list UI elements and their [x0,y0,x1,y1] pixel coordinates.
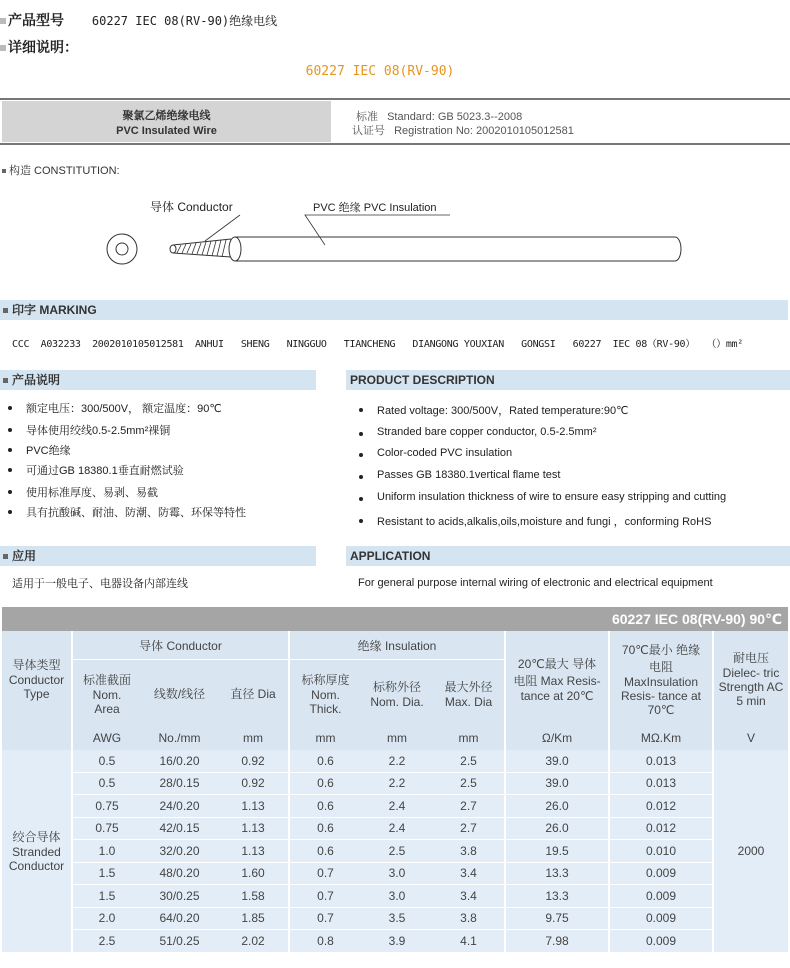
banner-name-en: PVC Insulated Wire [116,125,217,137]
table-cell: 0.75 [72,817,141,840]
table-cell: 1.13 [218,795,289,818]
table-cell: 3.4 [433,862,505,885]
table-cell: 3.8 [433,840,505,863]
table-cell: 30/0.25 [141,885,218,908]
header-nom-area: 标准截面 Nom. Area [72,660,141,727]
spec-table [2,607,788,953]
application-text-cn: 适用于一般电子、电器设备内部连线 [12,578,188,590]
table-cell: 2.7 [433,817,505,840]
description-list-cn [0,400,330,524]
list-item: Resistant to acids,alkalis,oils,moisture and fungi ，conforming RoHS [351,513,781,535]
list-item: Color-coded PVC insulation [351,447,781,469]
table-cell: 2.7 [433,795,505,818]
type-cell: 绞合导体 Stranded Conductor [2,750,72,952]
table-cell: 0.6 [289,817,361,840]
unit-cell: mm [218,726,289,750]
application-bar-en: APPLICATION [346,546,790,566]
model-label: 产品型号 [8,12,64,28]
list-item: Uniform insulation thickness of wire to ensure easy stripping and cutting [351,491,781,513]
square-icon [3,554,8,559]
table-cell: 13.3 [505,885,609,908]
table-cell: 64/0.20 [141,907,218,930]
bullet-icon [0,45,6,51]
header-nom-dia: 标称外径 Nom. Dia. [370,679,424,709]
table-cell: 0.6 [289,772,361,795]
detail-label: 详细说明： [8,39,78,55]
table-cell: 2.0 [72,907,141,930]
header-type: 导体类型 Conductor Type [8,658,65,701]
table-cell: 0.013 [609,772,713,795]
table-cell: 2.2 [361,772,433,795]
description-list-en [351,402,781,535]
table-cell: 3.0 [361,885,433,908]
table-cell: 1.5 [72,885,141,908]
table-cell: 1.85 [218,907,289,930]
table-cell: 39.0 [505,750,609,772]
leader-lines [205,215,450,245]
cert-value: Registration No: 2002010105012581 [394,125,574,137]
table-cell: 26.0 [505,817,609,840]
model-row [0,10,277,30]
table-cell: 0.5 [72,772,141,795]
unit-cell: mm [433,726,505,750]
table-cell: 3.5 [361,907,433,930]
table-cell: 0.6 [289,840,361,863]
table-cell: 1.13 [218,840,289,863]
table-cell: 1.60 [218,862,289,885]
description-bar-en: PRODUCT DESCRIPTION [346,370,790,390]
table-cell: 0.7 [289,907,361,930]
table-cell: 1.58 [218,885,289,908]
marking-bar: 印字 MARKING [0,300,788,320]
list-item: 可通过GB 18380.1垂直耐燃试验 [0,462,330,484]
table-cell: 2.5 [72,930,141,953]
insulation-label: PVC 绝缘 PVC Insulation [313,202,437,214]
table-cell: 0.92 [218,750,289,772]
table-cell: 0.6 [289,750,361,772]
table-cell: 2.2 [361,750,433,772]
table-cell: 24/0.20 [141,795,218,818]
marking-text: CCC A032233 2002010105012581 ANHUI SHENG NINGGUO TIANCHENG DIANGONG YOUXIAN GONGSI 60227 IEC 08（RV-90） （）mm² [12,339,743,350]
table-cell: 16/0.20 [141,750,218,772]
table-cell: 0.009 [609,885,713,908]
description-bar-cn: 产品说明 [0,370,316,390]
banner-top-line [0,98,790,100]
table-cell: 4.1 [433,930,505,953]
model-value: 60227 IEC 08(RV-90)绝缘电线 [91,14,278,28]
cross-section [107,234,137,264]
standard-label: 标准 [356,111,378,123]
bullet-icon [0,18,6,24]
table-title: 60227 IEC 08(RV-90) 90℃ [2,607,788,631]
table-cell: 0.7 [289,862,361,885]
list-item: 具有抗酸碱、耐油、防潮、防霉、环保等特性 [0,504,330,524]
application-bar-cn: 应用 [0,546,316,566]
header-conductor: 导体 Conductor [72,631,289,660]
square-icon [3,308,8,313]
unit-cell: No./mm [141,726,218,750]
list-item: 使用标准厚度、易剥、易截 [0,484,330,504]
table-cell: 28/0.15 [141,772,218,795]
construction-heading: 构造 CONSTITUTION: [2,162,120,178]
unit-cell: V [713,726,788,750]
voltage-cell: 2000 [713,750,788,952]
square-icon [3,378,8,383]
banner-cert [352,122,574,138]
header-dia: 直径 Dia [230,686,276,701]
table-cell: 32/0.20 [141,840,218,863]
cert-label: 认证号 [352,125,385,137]
table-cell: 0.5 [72,750,141,772]
unit-cell: MΩ.Km [609,726,713,750]
table-cell: 2.4 [361,817,433,840]
list-item: Stranded bare copper conductor, 0.5-2.5mm² [351,426,781,447]
table-cell: 0.012 [609,795,713,818]
square-icon [2,169,6,173]
list-item: Rated voltage: 300/500V，Rated temperature:90℃ [351,402,781,426]
application-text-en: For general purpose internal wiring of electronic and electrical equipment [358,577,713,589]
table-cell: 0.013 [609,750,713,772]
detail-row [0,37,78,57]
table-cell: 0.009 [609,930,713,953]
table-cell: 3.0 [361,862,433,885]
banner-bottom-line [0,143,790,145]
table-cell: 26.0 [505,795,609,818]
table-cell: 2.4 [361,795,433,818]
table-cell: 0.7 [289,885,361,908]
table-cell: 1.5 [72,862,141,885]
table-cell: 42/0.15 [141,817,218,840]
product-title: 60227 IEC 08(RV-90) [305,64,455,79]
table-cell: 2.02 [218,930,289,953]
list-item: Passes GB 18380.1vertical flame test [351,469,781,491]
table-cell: 1.0 [72,840,141,863]
table-cell: 0.010 [609,840,713,863]
unit-cell: mm [289,726,361,750]
unit-cell: AWG [72,726,141,750]
unit-cell: Ω/Km [505,726,609,750]
header-max-resistance: 20℃最大 导体电阻 Max Resis- tance at 20℃ [505,631,609,726]
list-item: 额定电压：300/500V， 额定温度：90℃ [0,400,330,422]
table-cell: 39.0 [505,772,609,795]
table-cell: 2.5 [433,772,505,795]
header-insulation: 绝缘 Insulation [289,631,505,660]
list-item: 导体使用绞线0.5-2.5mm²裸铜 [0,422,330,442]
header-voltage: 耐电压 Dielec- tric Strength AC 5 min [713,631,788,726]
table-cell: 3.8 [433,907,505,930]
wire-body [170,237,681,261]
table-cell: 13.3 [505,862,609,885]
table-cell: 0.92 [218,772,289,795]
standard-value: Standard: GB 5023.3--2008 [387,111,523,123]
table-cell: 0.009 [609,862,713,885]
banner-name-cn: 聚氯乙烯绝缘电线 [122,110,211,122]
table-cell: 51/0.25 [141,930,218,953]
header-max-dia: 最大外径 Max. Dia [444,679,493,709]
table-cell: 2.5 [433,750,505,772]
header-strand: 线数/线径 [153,686,206,701]
unit-empty [2,726,72,750]
table-cell: 48/0.20 [141,862,218,885]
list-item: PVC绝缘 [0,442,330,462]
table-cell: 0.75 [72,795,141,818]
table-cell: 9.75 [505,907,609,930]
table-cell: 0.009 [609,907,713,930]
table-cell: 0.8 [289,930,361,953]
table-cell: 3.4 [433,885,505,908]
table-cell: 3.9 [361,930,433,953]
banner-name-box [2,101,331,142]
table-cell: 7.98 [505,930,609,953]
wire-diagram [95,195,695,275]
table-cell: 1.13 [218,817,289,840]
header-nom-thick: 标称厚度 Nom. Thick. [289,660,361,727]
table-cell: 0.6 [289,795,361,818]
table-cell: 0.012 [609,817,713,840]
conductor-label: 导体 Conductor [150,200,233,214]
header-min-resistance: 70℃最小 绝缘电阻 MaxInsulation Resis- tance at 70℃ [609,631,713,726]
unit-cell: mm [361,726,433,750]
table-cell: 19.5 [505,840,609,863]
table-cell: 2.5 [361,840,433,863]
